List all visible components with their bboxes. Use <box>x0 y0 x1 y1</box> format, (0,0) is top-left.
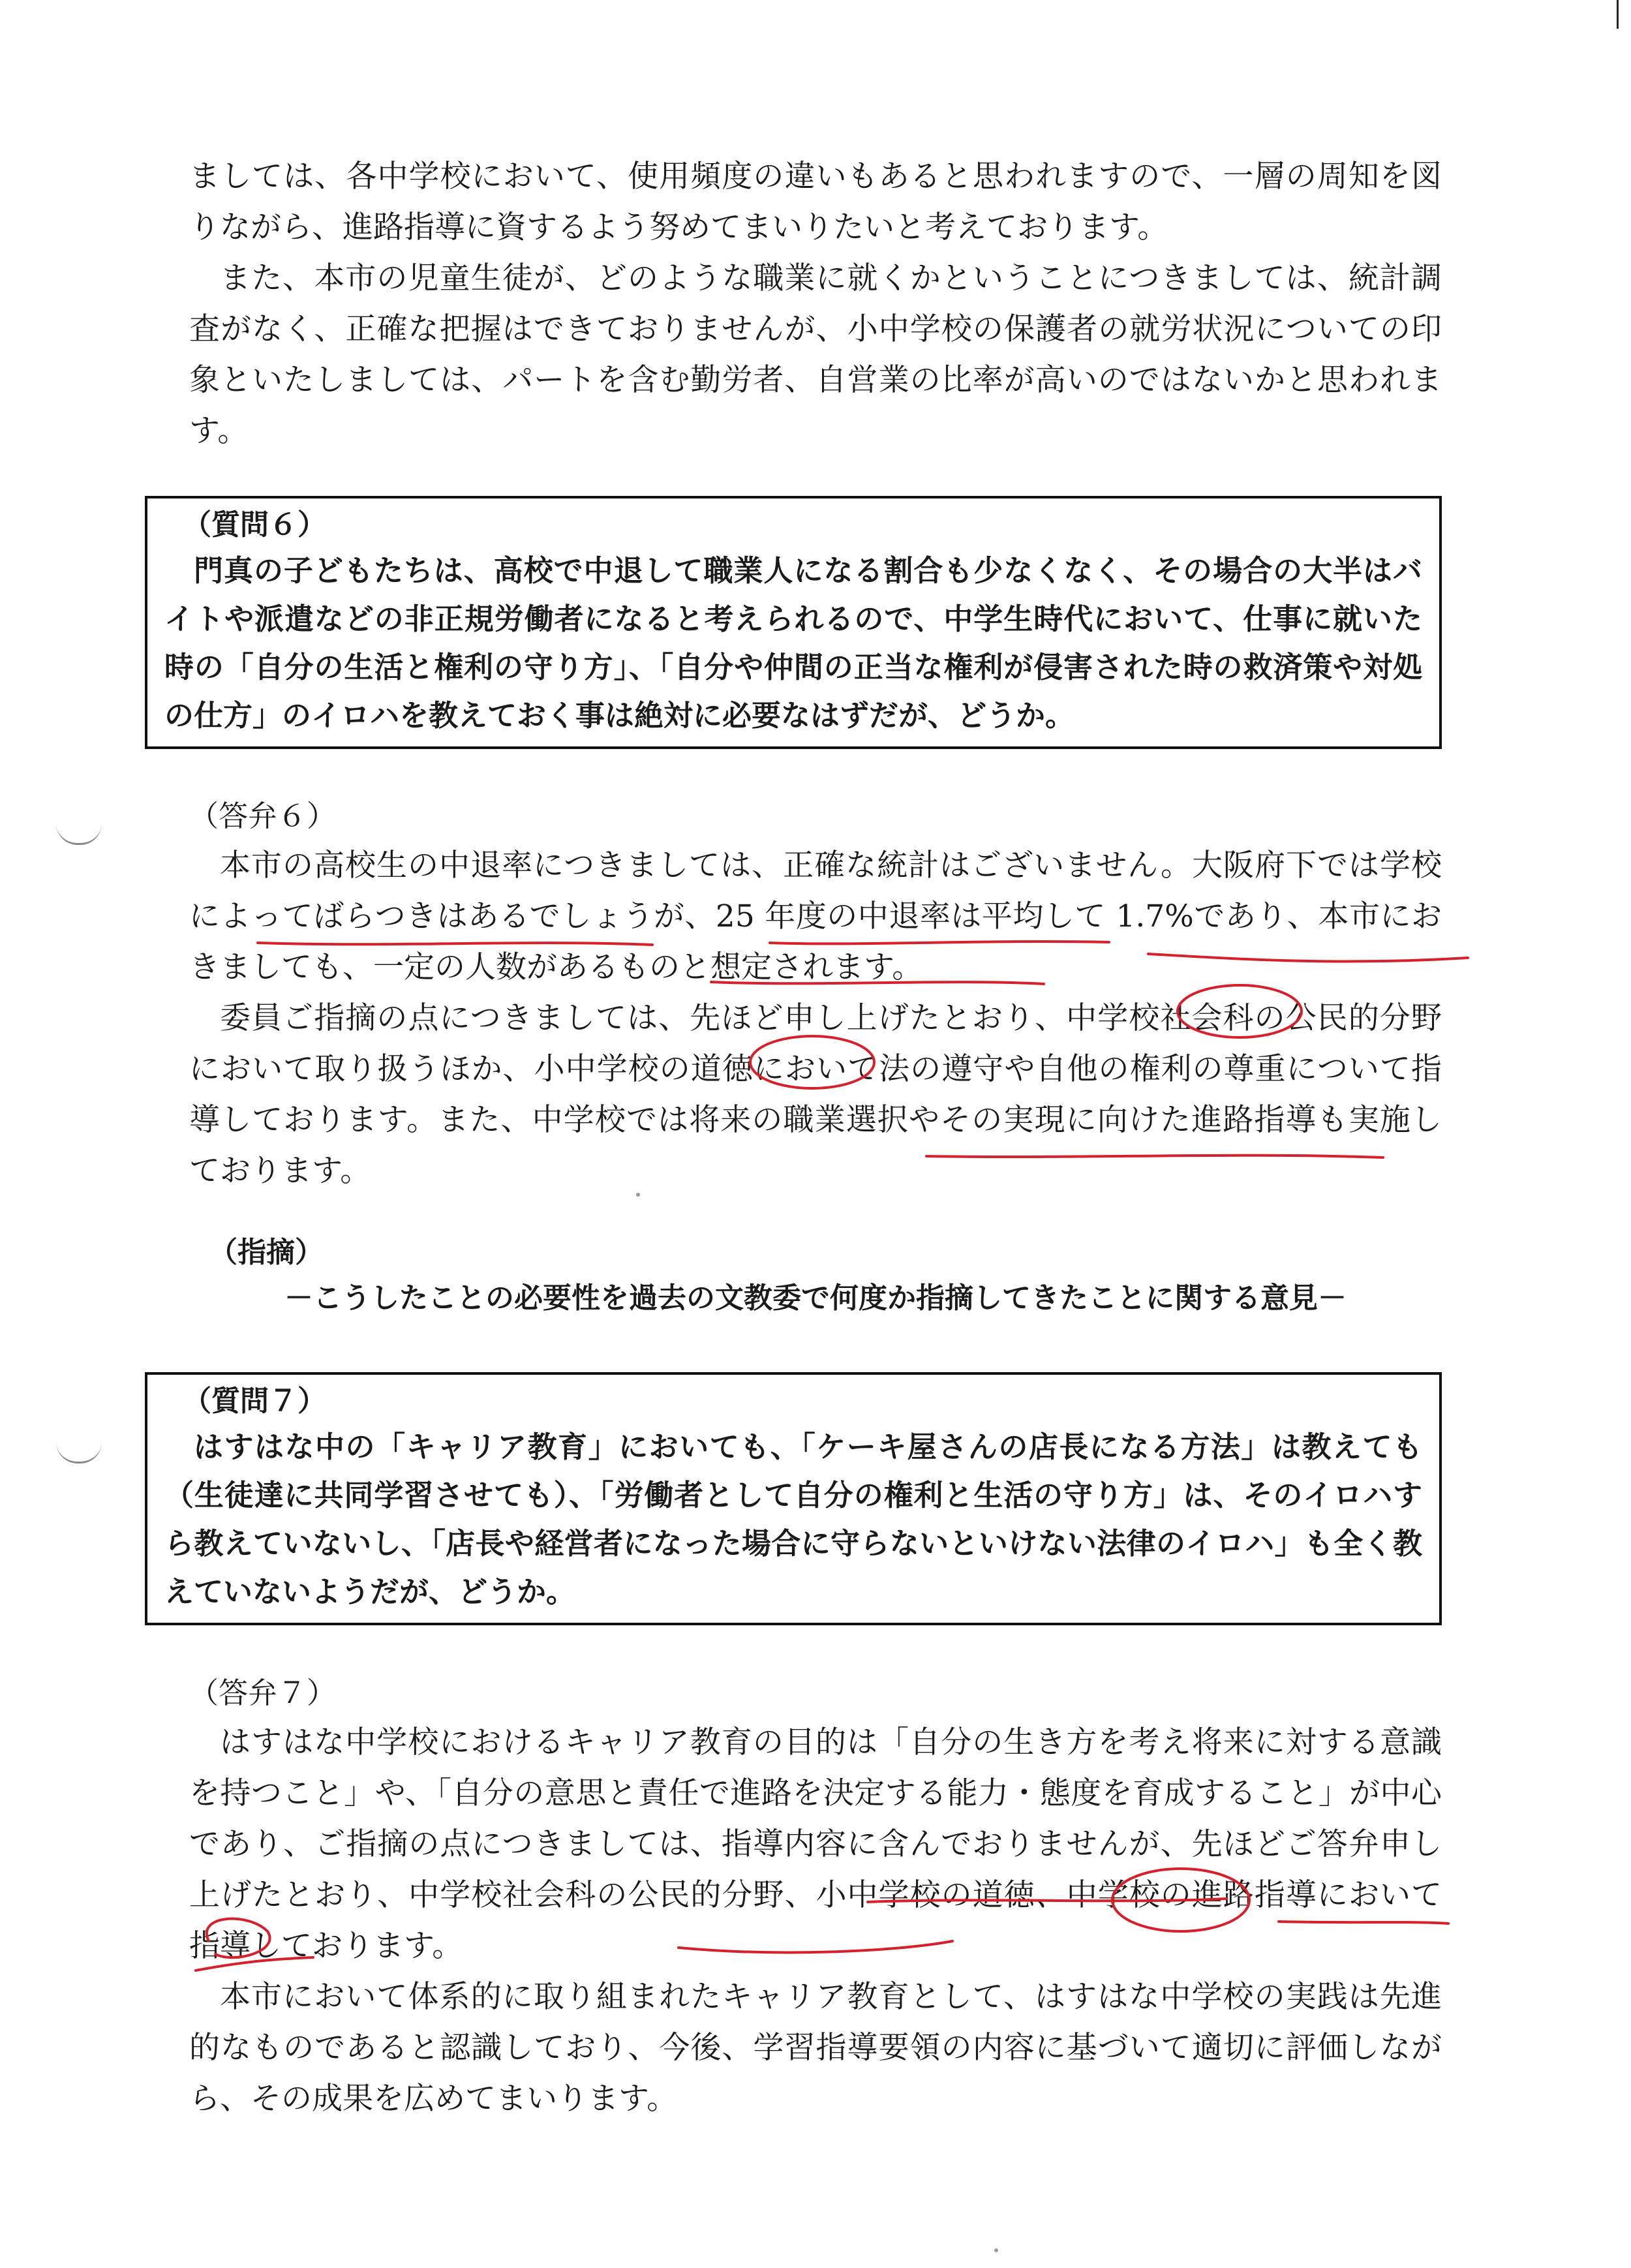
pen-underline <box>711 982 1044 984</box>
answer-7-label: （答弁７） <box>189 1676 337 1710</box>
intro-paragraph-1: ましては、各中学校において、使用頻度の違いもあると思われますので、一層の周知を図りながら、進路指導に資するよう努めてまいりたいと考えております。 <box>189 159 1442 245</box>
pen-circle <box>207 1919 270 1957</box>
question-7-text: はすはな中の「キャリア教育」においても、「ケーキ屋さんの店長になる方法」は教えても（生徒達に共同学習させても）、「労働者として自分の権利と生活の守り方」は、そのイロハすら教えていないし、「店長や経営者になった場合に守らないといけない法律のイロハ」も全く教えていないようだが、どうか。 <box>164 1430 1422 1609</box>
question-6-label: （質問６） <box>183 508 326 542</box>
pen-underline <box>926 1156 1383 1157</box>
question-6-text: 門真の子どもたちは、高校で中退して職業人になる割合も少なくなく、その場合の大半はバイトや派遣などの非正規労働者になると考えられるので、中学生時代において、仕事に就いた時の「自分の生活と権利の守り方」、「自分や仲間の正当な権利が侵害された時の救済策や対処の仕方」のイロハを教えておく事は絶対に必要なはずだが、どうか。 <box>164 553 1422 733</box>
answer-6-paragraph-2: 委員ご指摘の点につきましては、先ほど申し上げたとおり、中学校社会科の公民的分野において取り扱うほか、小中学校の道徳において法の遵守や自他の権利の尊重について指導しております。また、中学校では将来の職業選択やその実現に向けた進路指導も実施しております。 <box>189 1000 1442 1189</box>
answer-6-paragraph-1: 本市の高校生の中退率につきましては、正確な統計はございません。大阪府下では学校によってばらつきはあるでしょうが、25 年度の中退率は平均して 1.7%であり、本市におきましても、一定の人数があるものと想定されます。 <box>189 848 1442 985</box>
pen-underline <box>258 943 652 945</box>
pen-underline <box>1279 1922 1448 1923</box>
pen-underline <box>868 1899 1227 1902</box>
pen-underline <box>678 1941 953 1952</box>
pen-underline <box>1148 954 1468 962</box>
question-7-label: （質問７） <box>183 1385 326 1418</box>
intro-paragraph-2: また、本市の児童生徒が、どのような職業に就くかということにつきましては、統計調査がなく、正確な把握はできておりませんが、小中学校の保護者の就労状況についての印象といたしましては、パートを含む勤労者、自営業の比率が高いのではないかと思われます。 <box>189 260 1442 449</box>
remark-text: －こうしたことの必要性を過去の文教委で何度か指摘してきたことに関する意見－ <box>284 1281 1347 1315</box>
remark-label: （指摘） <box>209 1236 324 1269</box>
pen-underline <box>196 1957 313 1970</box>
pen-underline <box>770 942 1109 943</box>
answer-7-paragraph-2: 本市において体系的に取り組まれたキャリア教育として、はすはな中学校の実践は先進的なものであると認識しており、今後、学習指導要領の内容に基づいて適切に評価しながら、その成果を広めてまいります。 <box>189 1979 1442 2117</box>
answer-6-label: （答弁６） <box>189 799 337 833</box>
pen-circle <box>750 1036 874 1088</box>
answer-7-paragraph-1: はすはな中学校におけるキャリア教育の目的は「自分の生き方を考え将来に対する意識を持つこと」や、「自分の意思と責任で進路を決定する能力・態度を育成すること」が中心であり、ご指摘の点につきましては、指導内容に含んでおりませんが、先ほどご答弁申し上げたとおり、中学校社会科の公民的分野、小中学校の道徳、中学校の進路指導において指導しております。 <box>189 1724 1442 1964</box>
pen-circle <box>1178 985 1302 1037</box>
